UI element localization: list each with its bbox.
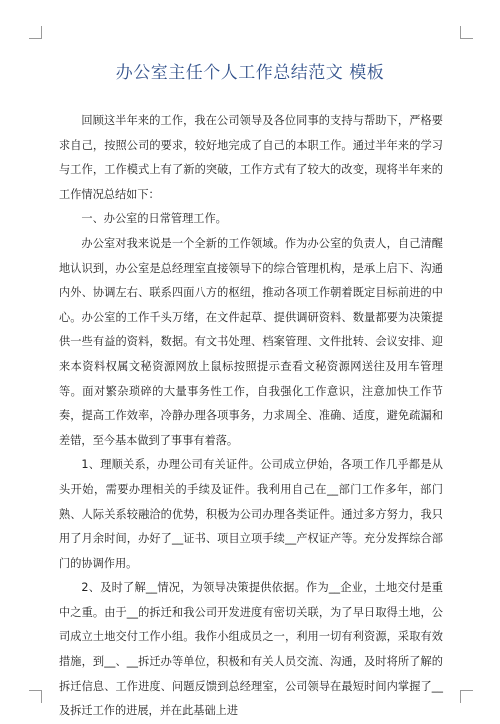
document-body: [59, 109, 443, 724]
paragraph-office-role: 办公室对我来说是一个全新的工作领域。作为办公室的负责人，自己清醒地认识到，办公室是总经理室直接领导下的综合管理机构，是承上启下、沟通内外、协调左右、联系四面八方的枢纽，推动各项工作朝着既定目标前进的中心。办公室的工作千头万绪，在文件起草、提供调研资料、数量都要为决策提供一些有益的资料，数据。有文书处理、档案管理、文件批转、会议安排、迎来本资料权属文秘资源网放上鼠标按照提示查看文秘资源网送往及用车管理等。面对繁杂琐碎的大量事务性工作，自我强化工作意识，注意加快工作节奏，提高工作效率，冷静办理各项事务，力求周全、准确、适度，避免疏漏和差错，至今基本做到了事事有着落。: [59, 236, 443, 447]
paragraph-intro: 回顾这半年来的工作，我在公司领导及各位同事的支持与帮助下，严格要求自己，按照公司的要求，较好地完成了自己的本职工作。通过半年来的学习与工作，工作模式上有了新的突破，工作方式有了较大的改变，现将半年来的工作情况总结如下：: [59, 114, 443, 201]
crop-mark-bottom-right: [460, 690, 473, 703]
crop-mark-bottom-left: [29, 690, 42, 703]
crop-mark-top-right: [460, 26, 473, 39]
document-title: 办公室主任个人工作总结范文 模板: [115, 63, 385, 83]
crop-mark-top-left: [29, 26, 42, 39]
section-heading-daily-management: 一、办公室的日常管理工作。: [81, 212, 227, 226]
paragraph-item-1-certificates: 1、理顺关系，办理公司有关证件。公司成立伊始，各项工作几乎都是从头开始，需要办理相关的手续及证件。我利用自己在__部门工作多年，部门熟、人际关系较融洽的优势，积极为公司办理各类证件。通过多方努力，我只用了月余时间，办好了__证书、项目立项手续__产权证产等。充分发挥综合部门的协调作用。: [59, 458, 443, 570]
paragraph-item-2-decision-support: 2、及时了解__情况，为领导决策提供依据。作为__企业，土地交付是重中之重。由于__的拆迁和我公司开发进度有密切关联，为了早日取得土地，公司成立土地交付工作小组。我作小组成员之一，利用一切有利资源，采取有效措施，到__、__拆迁办等单位，积极和有关人员交流、沟通，及时将所了解的拆迁信息、工作进度、问题反馈到总经理室，公司领导在最短时间内掌握了__及拆迁工作的进展，并在此基础上进: [59, 581, 443, 718]
